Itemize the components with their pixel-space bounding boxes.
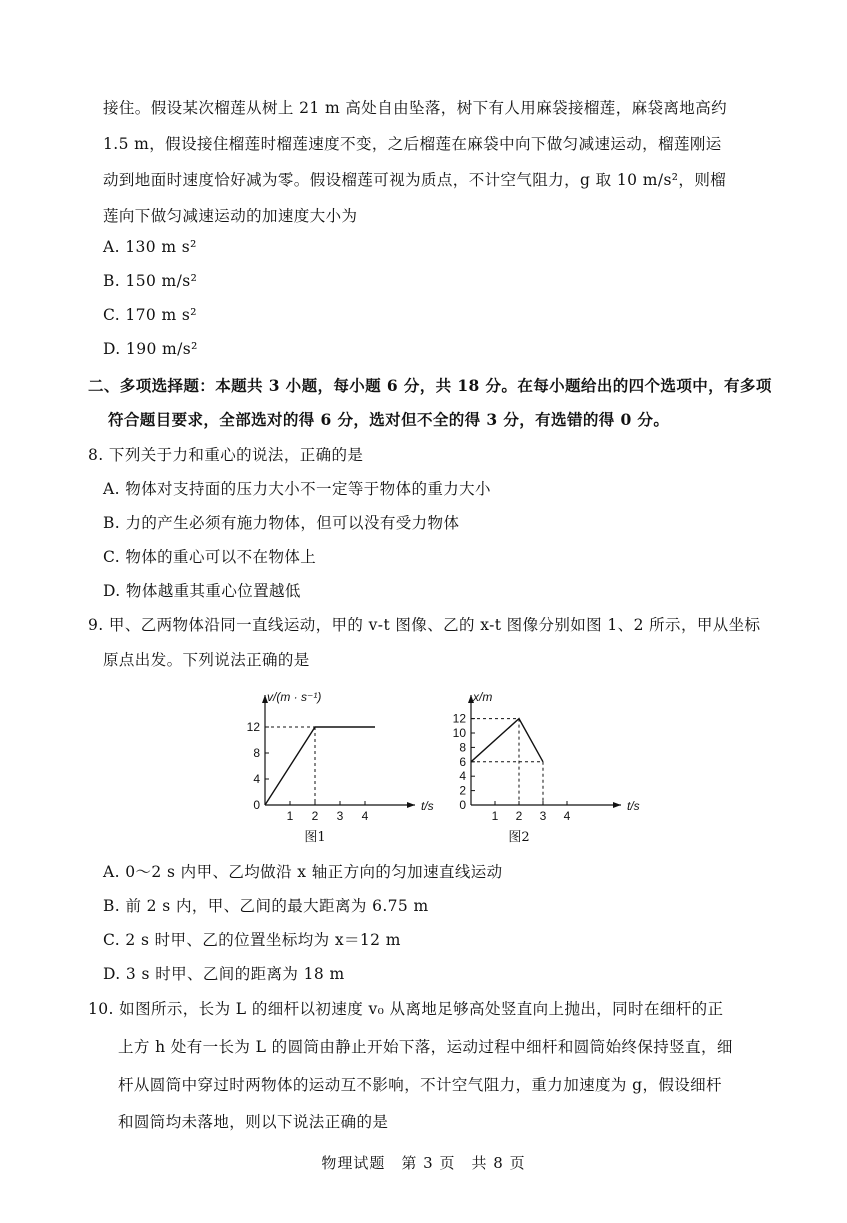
x-tick-label: 2: [311, 809, 319, 823]
x-axis-label: t/s: [421, 799, 434, 813]
q9-option-d: D. 3 s 时甲、乙间的距离为 18 m: [103, 965, 345, 983]
x-tick-label: 1: [491, 809, 499, 823]
q7-line-3: 动到地面时速度恰好减为零。假设榴莲可视为质点，不计空气阻力，g 取 10 m/s²，则榴: [103, 171, 727, 189]
series-line: [265, 727, 375, 805]
q8-option-b: B. 力的产生必须有施力物体，但可以没有受力物体: [103, 514, 460, 532]
x-tick-label: 1: [286, 809, 294, 823]
x-tick-label: 4: [563, 809, 571, 823]
q10-line-2: 上方 h 处有一长为 L 的圆筒由静止开始下落，运动过程中细杆和圆筒始终保持竖直，细: [118, 1038, 733, 1056]
page-footer: 物理试题 第 3 页 共 8 页: [321, 1154, 526, 1172]
y-tick-label: 0: [459, 798, 466, 812]
y-tick-label: 12: [452, 711, 466, 726]
q9-option-c: C. 2 s 时甲、乙的位置坐标均为 x＝12 m: [103, 931, 401, 949]
q9-option-a: A. 0～2 s 内甲、乙均做沿 x 轴正方向的匀加速直线运动: [103, 863, 503, 881]
y-tick-label: 8: [459, 740, 466, 755]
x-tick-label: 4: [361, 809, 369, 823]
q8-option-a: A. 物体对支持面的压力大小不一定等于物体的重力大小: [103, 480, 491, 498]
x-tick-label: 3: [336, 809, 344, 823]
q7-line-1: 接住。假设某次榴莲从树上 21 m 高处自由坠落，树下有人用麻袋接榴莲，麻袋离地高约: [103, 99, 728, 117]
y-tick-label: 10: [452, 726, 466, 740]
figure-2-xt-graph: [436, 685, 640, 845]
q8-stem: 8. 下列关于力和重心的说法，正确的是: [88, 446, 364, 464]
figure-caption: 图1: [304, 830, 326, 845]
q7-option-a: A. 130 m s²: [103, 238, 197, 256]
q9-option-b: B. 前 2 s 内，甲、乙间的最大距离为 6.75 m: [103, 897, 429, 915]
x-tick-label: 2: [515, 809, 523, 823]
y-tick-label: 4: [253, 772, 260, 786]
q10-line-4: 和圆筒均未落地，则以下说法正确的是: [118, 1113, 389, 1131]
y-axis-label: x/m: [473, 690, 493, 704]
y-tick-label: 6: [459, 754, 466, 769]
x-axis-label: t/s: [627, 799, 640, 813]
q7-option-c: C. 170 m s²: [103, 306, 197, 324]
q9-stem-2: 原点出发。下列说法正确的是: [103, 651, 310, 669]
q9-stem-1: 9. 甲、乙两物体沿同一直线运动，甲的 v-t 图像、乙的 x-t 图像分别如图 1、2 所示，甲从坐标: [88, 616, 761, 634]
q7-line-4: 莲向下做匀减速运动的加速度大小为: [103, 207, 358, 225]
q7-option-b: B. 150 m/s²: [103, 272, 198, 290]
y-tick-label: 8: [253, 746, 260, 760]
y-tick-label: 0: [253, 798, 260, 812]
figure-caption: 图2: [508, 830, 530, 845]
y-axis-label: v/(m · s⁻¹): [267, 690, 322, 704]
y-tick-label: 4: [459, 769, 466, 784]
y-tick-label: 12: [246, 720, 260, 734]
q8-option-d: D. 物体越重其重心位置越低: [103, 582, 301, 600]
q7-option-d: D. 190 m/s²: [103, 340, 198, 358]
figure-1-vt-graph: [230, 685, 434, 845]
x-tick-label: 3: [539, 809, 547, 823]
q7-line-2: 1.5 m，假设接住榴莲时榴莲速度不变，之后榴莲在麻袋中向下做匀减速运动，榴莲刚运: [103, 135, 722, 153]
q10-line-1: 10. 如图所示，长为 L 的细杆以初速度 v₀ 从离地足够高处竖直向上抛出，同时在细杆的正: [88, 1000, 724, 1018]
section-heading-cont: 符合题目要求，全部选对的得 6 分，选对但不全的得 3 分，有选错的得 0 分。: [108, 410, 670, 429]
q10-line-3: 杆从圆筒中穿过时两物体的运动互不影响，不计空气阻力，重力加速度为 g，假设细杆: [118, 1076, 722, 1094]
q8-option-c: C. 物体的重心可以不在物体上: [103, 548, 317, 566]
x-axis-arrow: [613, 802, 621, 808]
y-tick-label: 2: [459, 783, 466, 798]
x-axis-arrow: [407, 802, 415, 808]
series-line: [471, 719, 543, 762]
section-heading: 二、多项选择题：本题共 3 小题，每小题 6 分，共 18 分。在每小题给出的四个选项中，有多项: [88, 376, 772, 395]
